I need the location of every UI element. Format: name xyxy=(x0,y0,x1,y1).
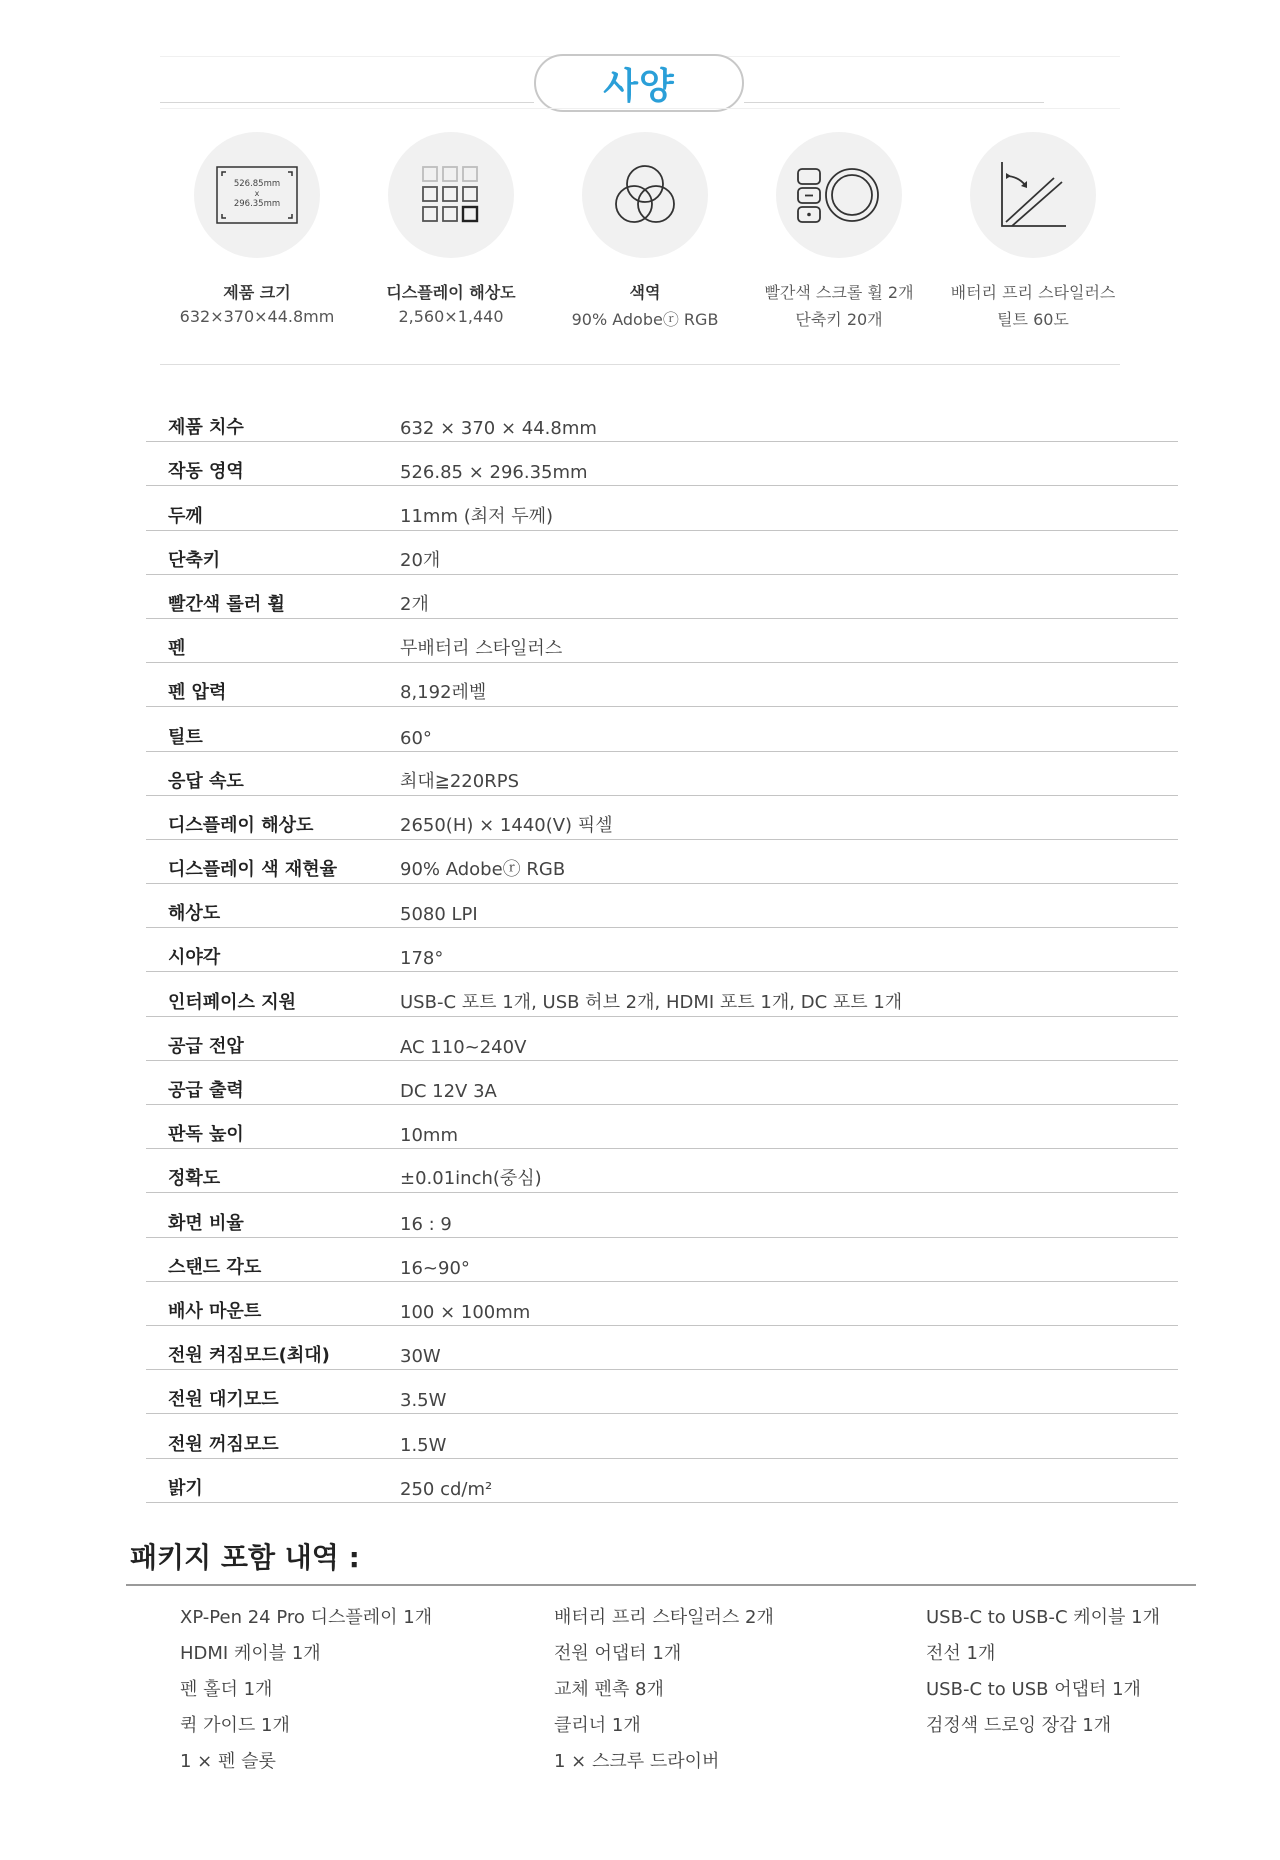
stylus-tilt-icon xyxy=(998,160,1068,230)
spec-value: 5080 LPI xyxy=(400,904,478,926)
feature-circle xyxy=(776,132,902,258)
spec-label: 단축키 xyxy=(168,549,221,571)
size-icon-x: x xyxy=(254,189,260,198)
spec-label: 공급 출력 xyxy=(168,1080,244,1101)
package-item: 1 × 펜 슬롯 xyxy=(180,1751,276,1772)
header-line-right xyxy=(744,102,1044,103)
feature-circle xyxy=(970,132,1096,258)
section-header xyxy=(160,54,1120,114)
spec-label: 전원 켜짐모드(최대) xyxy=(168,1345,330,1367)
spec-row xyxy=(146,1017,1178,1061)
feature-subtitle: 2,560×1,440 xyxy=(398,307,504,326)
spec-row xyxy=(146,840,1178,884)
spec-value: 526.85 × 296.35mm xyxy=(400,462,588,484)
feature-title: 디스플레이 해상도 xyxy=(386,283,516,302)
spec-value: DC 12V 3A xyxy=(400,1081,497,1102)
display-grid-icon xyxy=(419,163,483,227)
package-column xyxy=(180,1600,554,1780)
feature-circle xyxy=(582,132,708,258)
spec-label: 전원 꺼짐모드 xyxy=(168,1433,279,1455)
feature-shortcuts xyxy=(742,132,936,332)
features-divider xyxy=(160,364,1120,365)
package-item: 교체 펜촉 8개 xyxy=(554,1679,664,1700)
package-item: XP-Pen 24 Pro 디스플레이 1개 xyxy=(180,1607,433,1628)
spec-row xyxy=(146,398,1178,442)
header-bottom-divider xyxy=(160,108,1120,109)
spec-value: 16~90° xyxy=(400,1257,470,1279)
spec-value: 2개 xyxy=(400,593,429,615)
spec-row xyxy=(146,1238,1178,1282)
spec-row xyxy=(146,1282,1178,1326)
spec-label: 디스플레이 해상도 xyxy=(168,814,314,836)
package-item: 퀵 가이드 1개 xyxy=(180,1715,290,1736)
spec-row xyxy=(146,531,1178,575)
spec-row xyxy=(146,663,1178,707)
package-item: HDMI 케이블 1개 xyxy=(180,1643,321,1664)
spec-value: ±0.01inch(중심) xyxy=(400,1168,542,1190)
feature-subtitle: 90% Adobeⓡ RGB xyxy=(571,310,719,329)
spec-value: 250 cd/m² xyxy=(400,1478,493,1500)
feature-highlights xyxy=(160,132,1130,332)
feature-subtitle: 632×370×44.8mm xyxy=(179,307,335,326)
spec-value: 2650(H) × 1440(V) 픽셀 xyxy=(400,814,613,836)
spec-label: 화면 비율 xyxy=(168,1212,244,1234)
feature-title: 배터리 프리 스타일러스 xyxy=(950,283,1116,302)
spec-row xyxy=(146,1061,1178,1105)
spec-label: 제품 치수 xyxy=(168,417,244,439)
feature-color-gamut xyxy=(548,132,742,332)
spec-row xyxy=(146,752,1178,796)
spec-label: 두께 xyxy=(168,505,203,527)
package-item: 전선 1개 xyxy=(926,1643,996,1664)
spec-label: 펜 xyxy=(168,638,186,660)
spec-value: 10mm xyxy=(400,1125,458,1147)
spec-row xyxy=(146,1193,1178,1237)
spec-row xyxy=(146,1149,1178,1193)
feature-title: 색역 xyxy=(629,283,661,302)
feature-size xyxy=(160,132,354,332)
size-icon-height: 296.35mm xyxy=(233,199,281,209)
spec-label: 전원 대기모드 xyxy=(168,1389,279,1411)
spec-label: 펜 압력 xyxy=(168,682,227,704)
feature-title: 빨간색 스크롤 휠 2개 xyxy=(764,283,914,302)
header-line-left xyxy=(160,102,534,103)
spec-value: 90% Adobeⓡ RGB xyxy=(400,859,566,881)
spec-label: 공급 전압 xyxy=(168,1035,244,1057)
spec-row xyxy=(146,1370,1178,1414)
color-circles-icon xyxy=(610,160,680,230)
spec-value: 178° xyxy=(400,948,444,970)
spec-label: 시야각 xyxy=(168,947,221,969)
spec-value: 11mm (최저 두께) xyxy=(400,505,554,527)
spec-label: 응답 속도 xyxy=(168,770,244,792)
package-title: 패키지 포함 내역 : xyxy=(130,1541,360,1574)
spec-row xyxy=(146,486,1178,530)
spec-label: 밝기 xyxy=(168,1477,203,1499)
feature-stylus xyxy=(936,132,1130,332)
feature-title: 제품 크기 xyxy=(223,283,291,302)
package-contents xyxy=(180,1600,1180,1780)
spec-table xyxy=(146,398,1178,1503)
spec-value: 30W xyxy=(400,1346,441,1368)
spec-label: 틸트 xyxy=(168,726,203,748)
spec-label: 디스플레이 색 재현율 xyxy=(168,859,338,881)
spec-value: USB-C 포트 1개, USB 허브 2개, HDMI 포트 1개, DC 포트 1개 xyxy=(400,991,903,1013)
spec-value: 1.5W xyxy=(400,1434,447,1456)
spec-value: 20개 xyxy=(400,549,441,571)
feature-subtitle: 단축키 20개 xyxy=(795,310,883,329)
feature-subtitle: 틸트 60도 xyxy=(997,310,1069,329)
spec-row xyxy=(146,1326,1178,1370)
spec-row xyxy=(146,707,1178,751)
spec-label: 해상도 xyxy=(168,903,221,925)
spec-label: 빨간색 롤러 휠 xyxy=(168,593,285,615)
spec-value: 16 : 9 xyxy=(400,1213,452,1235)
package-item: 1 × 스크루 드라이버 xyxy=(554,1751,720,1772)
package-item: USB-C to USB-C 케이블 1개 xyxy=(926,1607,1160,1628)
package-item: 클리너 1개 xyxy=(554,1715,641,1736)
spec-row xyxy=(146,1459,1178,1503)
spec-value: AC 110~240V xyxy=(400,1036,527,1058)
spec-value: 최대≧220RPS xyxy=(400,770,520,792)
spec-row xyxy=(146,928,1178,972)
feature-resolution xyxy=(354,132,548,332)
spec-value: 무배터리 스타일러스 xyxy=(400,638,563,660)
feature-circle xyxy=(388,132,514,258)
feature-circle xyxy=(194,132,320,258)
size-icon xyxy=(213,163,301,227)
spec-label: 판독 높이 xyxy=(168,1124,244,1146)
spec-row xyxy=(146,442,1178,486)
spec-row xyxy=(146,796,1178,840)
spec-row xyxy=(146,884,1178,928)
spec-value: 632 × 370 × 44.8mm xyxy=(400,418,597,440)
package-item: 배터리 프리 스타일러스 2개 xyxy=(554,1607,774,1628)
page-title: 사양 xyxy=(603,65,675,107)
size-icon-width: 526.85mm xyxy=(233,179,281,189)
spec-value: 60° xyxy=(400,727,432,749)
package-item: USB-C to USB 어댑터 1개 xyxy=(926,1679,1141,1700)
package-column xyxy=(926,1600,1180,1780)
package-item: 펜 홀더 1개 xyxy=(180,1679,273,1700)
spec-row xyxy=(146,1105,1178,1149)
spec-label: 작동 영역 xyxy=(168,461,244,483)
spec-value: 100 × 100mm xyxy=(400,1301,531,1323)
spec-label: 스탠드 각도 xyxy=(168,1256,262,1278)
spec-value: 3.5W xyxy=(400,1390,447,1412)
package-item: 전원 어댑터 1개 xyxy=(554,1643,682,1664)
spec-row xyxy=(146,619,1178,663)
spec-row xyxy=(146,575,1178,619)
title-pill xyxy=(534,54,744,112)
spec-row xyxy=(146,972,1178,1016)
spec-row xyxy=(146,1414,1178,1458)
spec-label: 정확도 xyxy=(168,1168,221,1190)
package-item: 검정색 드로잉 장갑 1개 xyxy=(926,1715,1112,1736)
shortcut-wheel-icon xyxy=(794,163,884,227)
package-divider xyxy=(126,1584,1196,1586)
spec-label: 인터페이스 지원 xyxy=(168,991,296,1013)
spec-value: 8,192레벨 xyxy=(400,682,487,704)
spec-label: 배사 마운트 xyxy=(168,1300,262,1322)
package-column xyxy=(554,1600,926,1780)
